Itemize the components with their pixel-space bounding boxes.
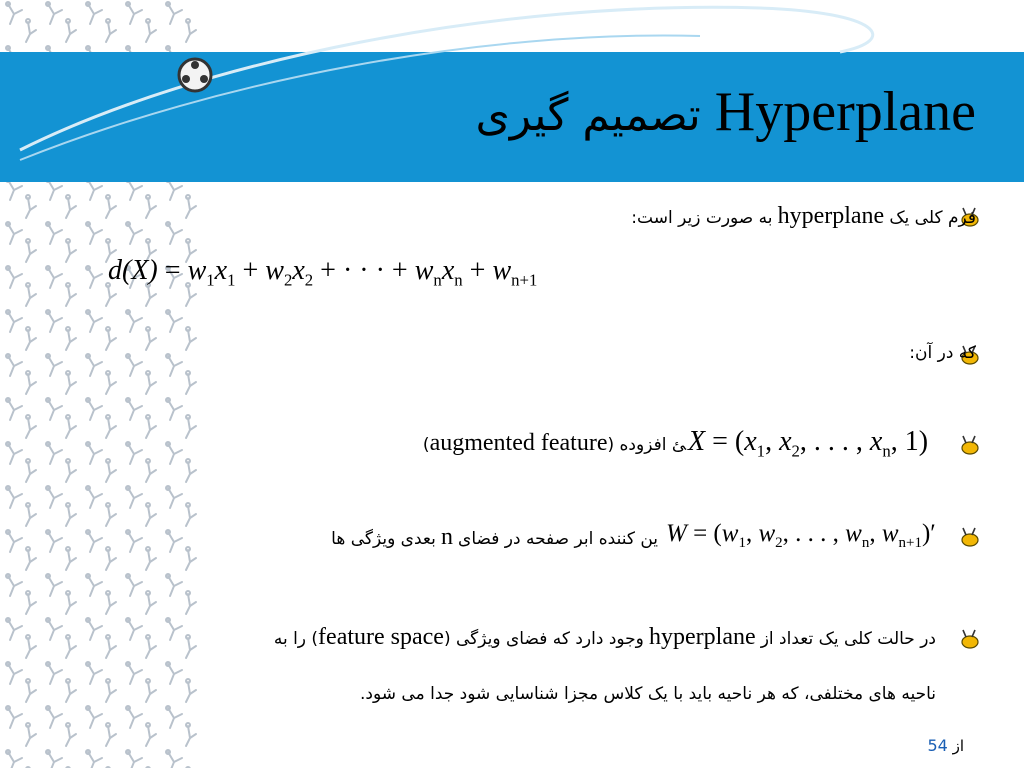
page-of-label: از bbox=[952, 737, 964, 755]
equation-x-vector: $X = (x_1$, $x_2$, . . . , $x_n$, 1) bbox=[688, 426, 929, 461]
slide-title bbox=[475, 80, 976, 144]
bullet-4-text-b: بعدی ویژگی ها bbox=[331, 529, 436, 549]
bullet-3-close: ) bbox=[422, 435, 430, 455]
bullet-5-line-1 bbox=[274, 624, 936, 651]
bullet-1-text-a: فرم کلی یک bbox=[889, 208, 976, 228]
page-number-value: 54 bbox=[927, 736, 948, 755]
molecule-ring-icon bbox=[179, 59, 211, 91]
bullet-3-augmented-feature: augmented feature bbox=[429, 430, 608, 456]
bullet-4-n: n bbox=[440, 524, 453, 550]
equation-d-of-x: $d(X) = w_1x_1 + w_2x_2$ + · · · + $w_nx_n + w_{n+1}$ bbox=[108, 255, 538, 290]
bullet-5-text-line2: ناحیه های مختلفی، که هر ناحیه باید با یک کلاس مجزا شناسایی شود جدا می شود. bbox=[360, 684, 936, 704]
bullet-5-hyperplane: hyperplane bbox=[649, 624, 756, 650]
bee-bullet-icon bbox=[958, 434, 982, 456]
bullet-4 bbox=[331, 524, 658, 551]
bee-bullet-icon bbox=[958, 526, 982, 548]
bullet-5-text-a: در حالت کلی یک تعداد از bbox=[760, 629, 936, 649]
title-latin: Hyperplane bbox=[714, 81, 976, 143]
bullet-1-hyperplane: hyperplane bbox=[777, 203, 885, 229]
equation-w-vector: $W = (w_1$, $w_2$, . . . , $w_n$, $w_{n+1})'$ bbox=[666, 520, 936, 551]
title-persian: تصمیم گیری bbox=[475, 90, 701, 141]
page-number bbox=[927, 736, 964, 755]
bullet-4-text-a: ﯾﻦ کننده ابر صفحه در فضای bbox=[458, 529, 658, 549]
bullet-2-text: که در آن: bbox=[909, 343, 976, 363]
bee-bullet-icon bbox=[958, 628, 982, 650]
bullet-5-line-2 bbox=[360, 684, 936, 704]
bullet-5-text-c: ) را به bbox=[273, 629, 319, 649]
bullet-3 bbox=[423, 430, 686, 457]
bullet-3-text: ﺊ افزوده ( bbox=[607, 435, 686, 455]
bullet-5-feature-space: feature space bbox=[318, 624, 444, 650]
bullet-5-text-b: وجود دارد که فضای ویژگی ( bbox=[443, 629, 644, 649]
bullet-2 bbox=[909, 343, 976, 363]
bullet-1 bbox=[631, 203, 976, 230]
bullet-1-text-b: به صورت زیر است: bbox=[631, 208, 773, 228]
